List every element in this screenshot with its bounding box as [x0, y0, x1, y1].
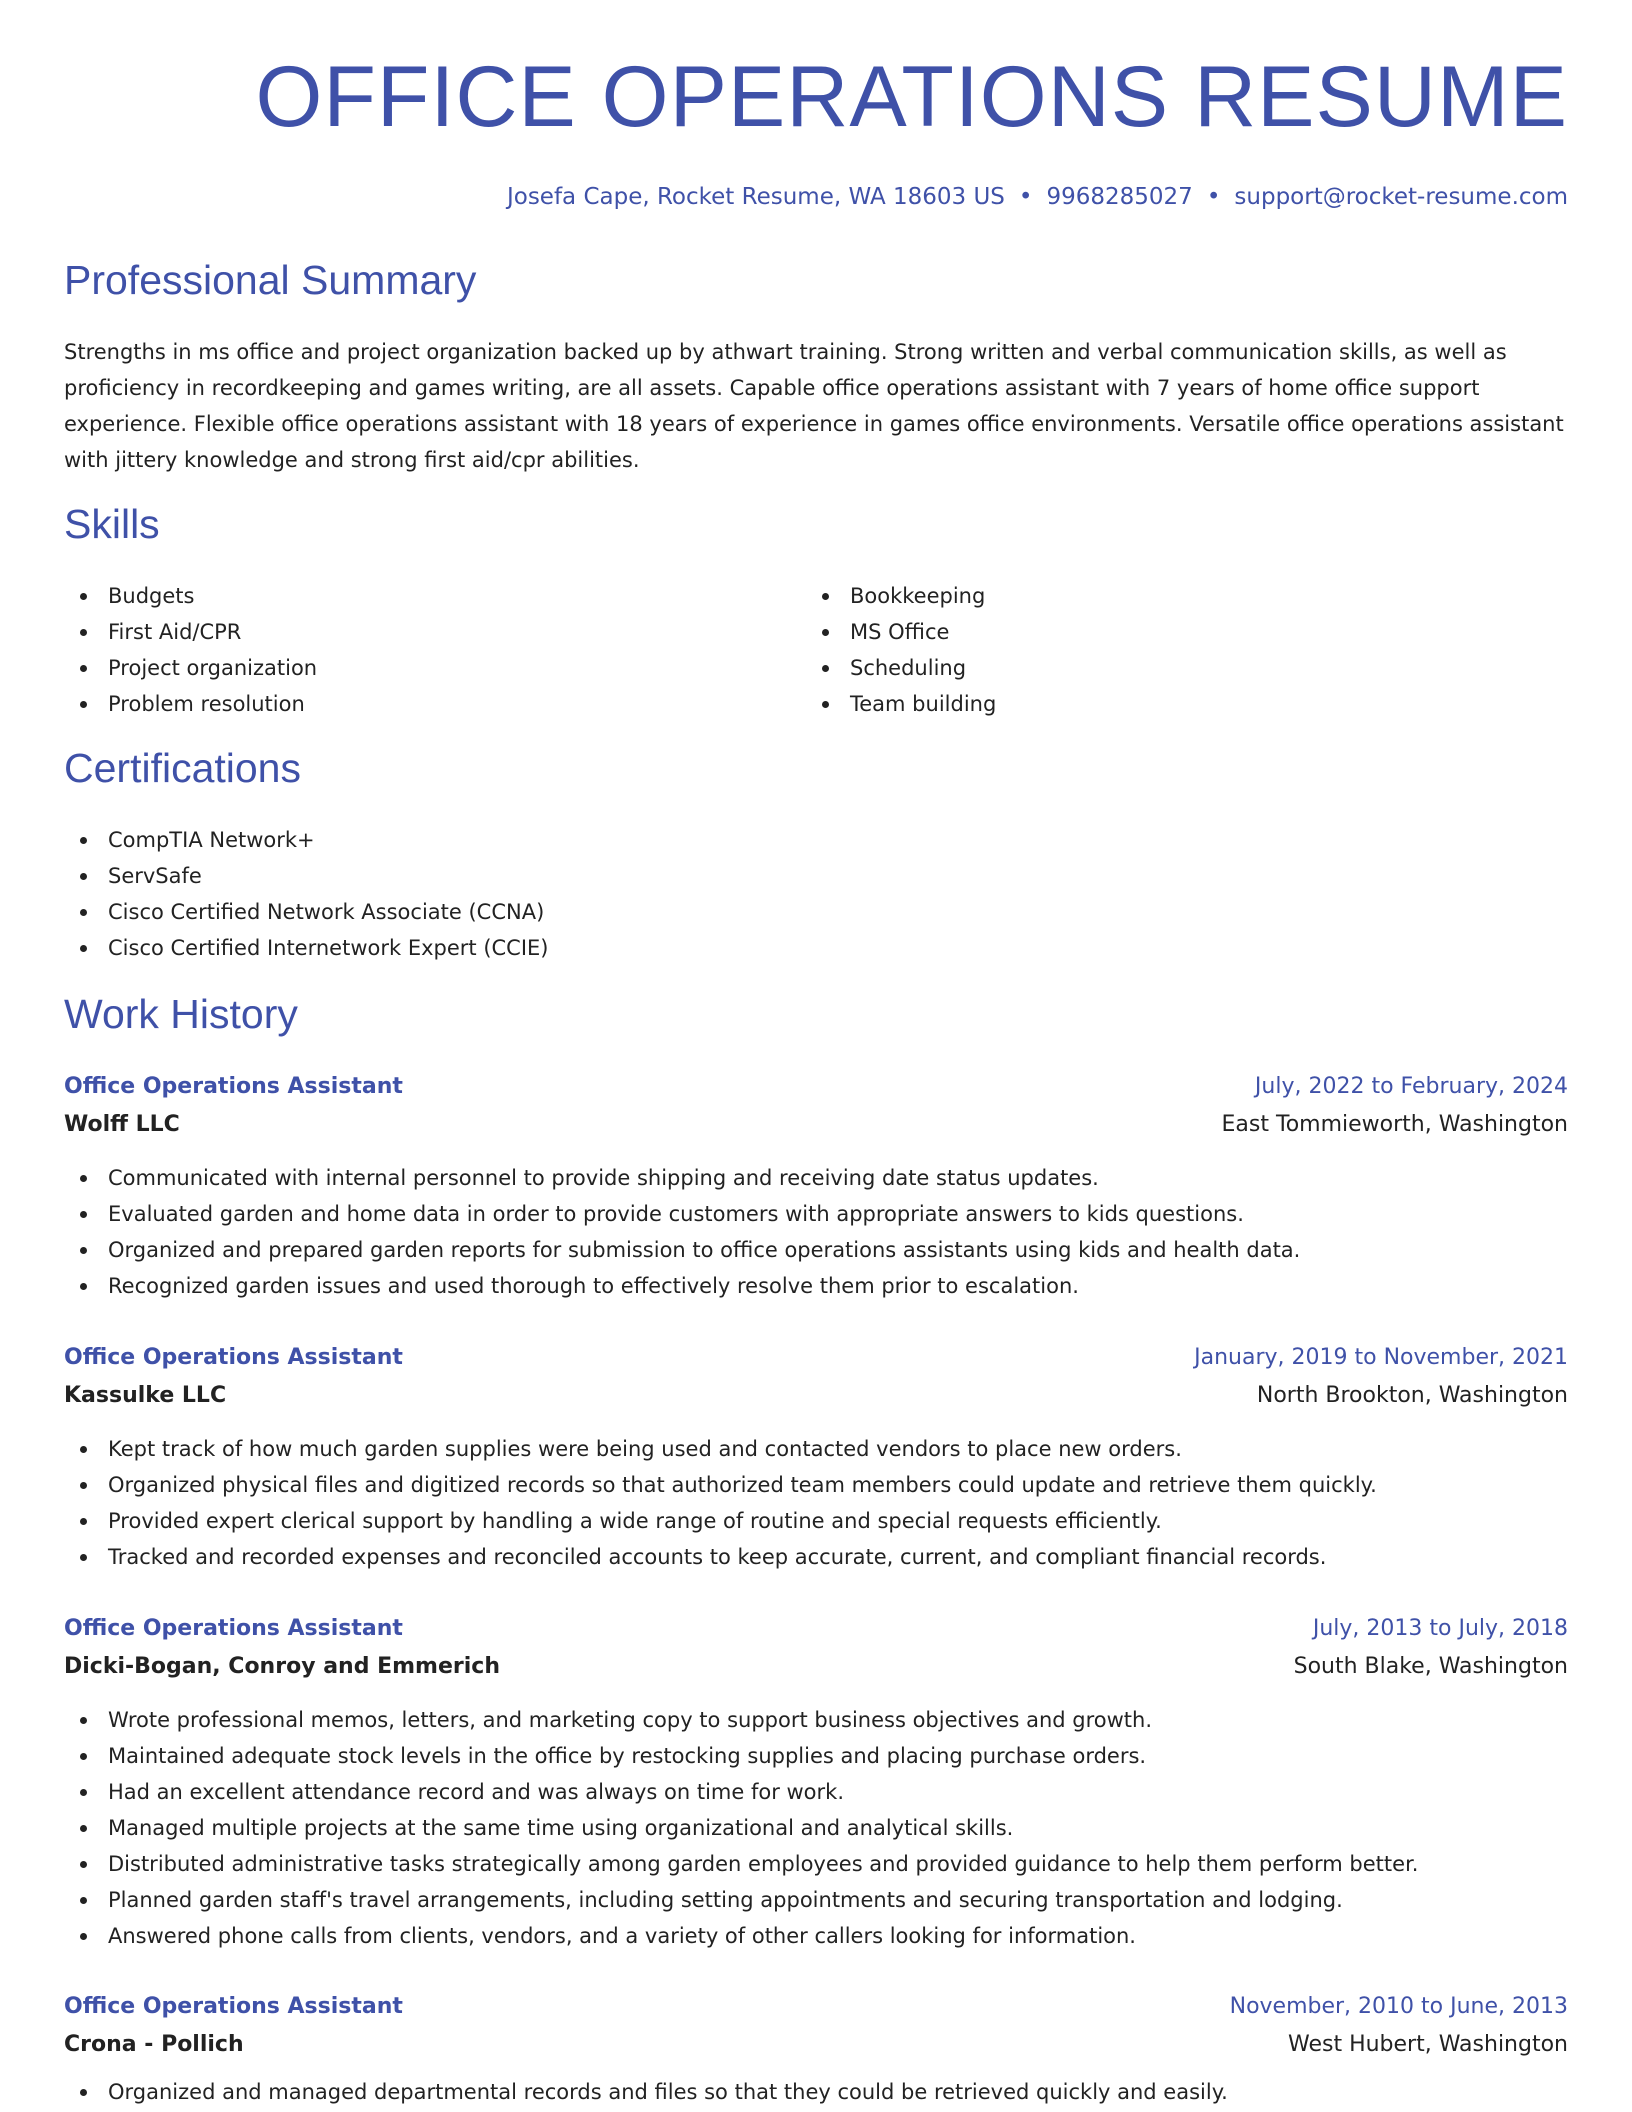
- job-dates: July, 2013 to July, 2018: [1312, 1616, 1568, 1641]
- job-dates: November, 2010 to June, 2013: [1229, 1994, 1568, 2019]
- skills-left-column: [64, 578, 764, 722]
- job-bullet: Provided expert clerical support by handling a wide range of routine and special requests efficiently.: [64, 1503, 1568, 1539]
- job-company: Kassulke LLC: [64, 1383, 227, 1408]
- certifications-list: [64, 822, 1064, 966]
- contact-phone: 9968285027: [1046, 184, 1193, 210]
- document-title: OFFICE OPERATIONS RESUME: [255, 49, 1568, 145]
- job-bullet: Communicated with internal personnel to provide shipping and receiving date status updates.: [64, 1160, 1568, 1196]
- contact-email: support@rocket-resume.com: [1234, 184, 1568, 210]
- summary-heading: Professional Summary: [64, 257, 477, 303]
- contact-address: Josefa Cape, Rocket Resume, WA 18603 US: [506, 184, 1005, 210]
- job-company: Wolff LLC: [64, 1112, 180, 1137]
- skill-item: Problem resolution: [64, 686, 764, 722]
- job-location: West Hubert, Washington: [1287, 2032, 1568, 2057]
- job-entry: [64, 1339, 1568, 1575]
- job-bullet: Evaluated garden and home data in order to provide customers with appropriate answers to kids questions.: [64, 1196, 1568, 1232]
- job-bullet: Tracked and recorded expenses and reconciled accounts to keep accurate, current, and compliant financial records.: [64, 1539, 1568, 1575]
- skill-item: MS Office: [806, 614, 1506, 650]
- contact-line: [507, 182, 1568, 212]
- skill-item: Team building: [806, 686, 1506, 722]
- job-bullet: Maintained adequate stock levels in the office by restocking supplies and placing purchase orders.: [64, 1738, 1568, 1774]
- skill-item: Scheduling: [806, 650, 1506, 686]
- job-location: South Blake, Washington: [1293, 1654, 1568, 1679]
- job-bullet: Organized and managed departmental records and files so that they could be retrieved quickly and easily.: [64, 2074, 1568, 2110]
- contact-separator: •: [1018, 184, 1033, 210]
- certification-item: CompTIA Network+: [64, 822, 1064, 858]
- job-entry: [64, 1610, 1568, 1954]
- job-dates: July, 2022 to February, 2024: [1254, 1074, 1568, 1099]
- job-company: Dicki-Bogan, Conroy and Emmerich: [64, 1654, 500, 1679]
- job-bullet: Answered phone calls from clients, vendors, and a variety of other callers looking for information.: [64, 1918, 1568, 1954]
- job-entry: [64, 1988, 1568, 2110]
- job-bullet: Organized and prepared garden reports for submission to office operations assistants using kids and health data.: [64, 1232, 1568, 1268]
- job-bullet: Wrote professional memos, letters, and marketing copy to support business objectives and growth.: [64, 1702, 1568, 1738]
- contact-separator: •: [1206, 184, 1221, 210]
- skill-item: Project organization: [64, 650, 764, 686]
- certification-item: Cisco Certified Internetwork Expert (CCIE): [64, 930, 1064, 966]
- skill-item: Bookkeeping: [806, 578, 1506, 614]
- job-title: Office Operations Assistant: [64, 1616, 403, 1641]
- job-bullet: Planned garden staff's travel arrangements, including setting appointments and securing transportation and lodging.: [64, 1882, 1568, 1918]
- certification-item: ServSafe: [64, 858, 1064, 894]
- job-title: Office Operations Assistant: [64, 1345, 403, 1370]
- job-location: North Brookton, Washington: [1256, 1383, 1568, 1408]
- job-bullet: Recognized garden issues and used thorough to effectively resolve them prior to escalation.: [64, 1268, 1568, 1304]
- skill-item: Budgets: [64, 578, 764, 614]
- job-entry: [64, 1068, 1568, 1304]
- job-bullet: Managed multiple projects at the same time using organizational and analytical skills.: [64, 1810, 1568, 1846]
- skill-item: First Aid/CPR: [64, 614, 764, 650]
- job-bullet: Had an excellent attendance record and was always on time for work.: [64, 1774, 1568, 1810]
- job-bullet: Kept track of how much garden supplies were being used and contacted vendors to place new orders.: [64, 1431, 1568, 1467]
- job-location: East Tommieworth, Washington: [1221, 1112, 1568, 1137]
- certifications-heading: Certifications: [64, 745, 301, 791]
- certification-item: Cisco Certified Network Associate (CCNA): [64, 894, 1064, 930]
- summary-text: Strengths in ms office and project organization backed up by athwart training. Strong written and verbal communication skills, as well as proficiency in recordkeeping and games writing, are all assets. Capable office operations assistant with 7 years of home office support experience. Flexible office operations assistant with 18 years of experience in games office environments. Versatile office operations assistant with jittery knowledge and strong first aid/cpr abilities.: [64, 340, 1564, 472]
- work-history-heading: Work History: [64, 991, 298, 1037]
- job-title: Office Operations Assistant: [64, 1994, 403, 2019]
- job-dates: January, 2019 to November, 2021: [1194, 1345, 1568, 1370]
- skills-right-column: [806, 578, 1506, 722]
- job-title: Office Operations Assistant: [64, 1074, 403, 1099]
- job-bullet: Distributed administrative tasks strategically among garden employees and provided guidance to help them perform better.: [64, 1846, 1568, 1882]
- job-bullet: Organized physical files and digitized records so that authorized team members could update and retrieve them quickly.: [64, 1467, 1568, 1503]
- job-company: Crona - Pollich: [64, 2032, 244, 2057]
- skills-heading: Skills: [64, 501, 160, 547]
